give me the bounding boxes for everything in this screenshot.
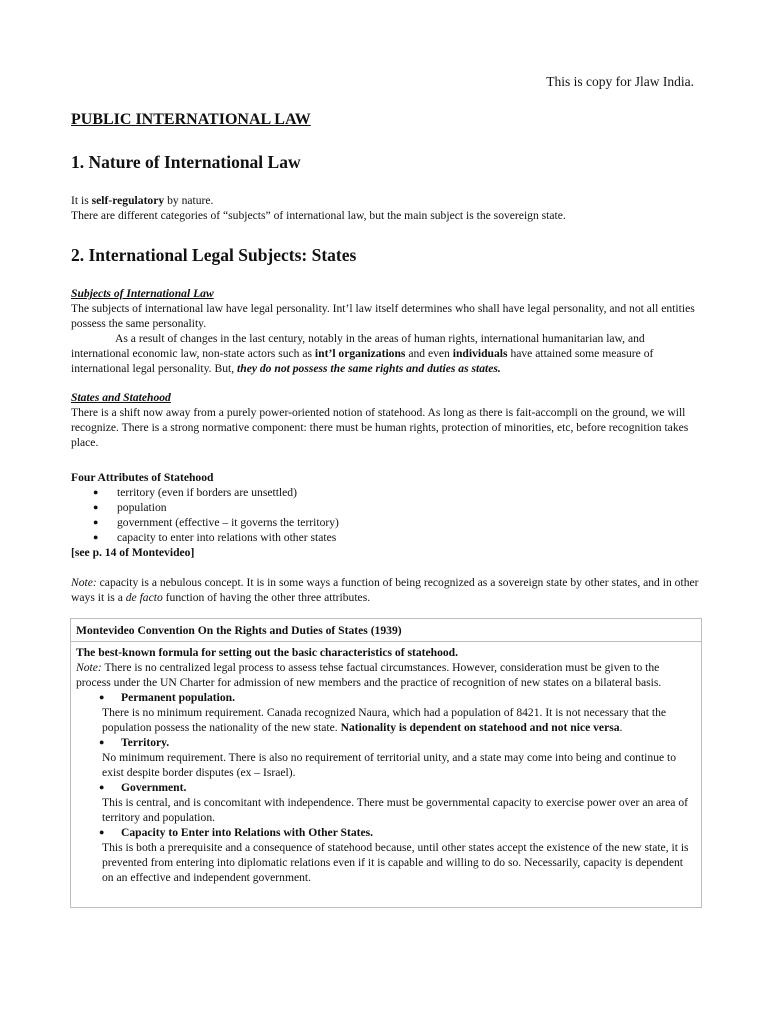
convention-list [76, 735, 696, 750]
subjects-heading: Subjects of International Law [71, 287, 214, 300]
text-span: and even [405, 347, 453, 360]
text-span: by nature. [164, 194, 214, 207]
text-span: There is no centralized legal process to assess tehse factual circumstances. However, consideration must be given to the process under the UN Charter for admission of new members and the practice of recognition of new states on a bilateral basis. [76, 661, 662, 689]
text-span: capacity is a nebulous concept. It is in some ways a function of being recognized as a sovereign state by other states, and in other ways it is a [71, 576, 699, 604]
attributes-list [71, 485, 701, 545]
item-title: Capacity to Enter into Relations with Other States [121, 826, 371, 839]
text-span: It is [71, 194, 92, 207]
subjects-paragraph-1: The subjects of international law have legal personality. Int’l law itself determines who shall have legal personality, and not all entities possess the same personality. [71, 302, 695, 330]
note-label: Note: [71, 576, 97, 589]
item-title: Government [121, 781, 184, 794]
bold-term: int’l organizations [314, 347, 406, 360]
item-title: Territory [121, 736, 167, 749]
item-description: No minimum requirement. There is also no requirement of territorial unity, and a state may come into being and continue to exist despite border disputes (ex – Israel). [102, 751, 677, 779]
convention-list [76, 780, 696, 795]
list-item: ● capacity to enter into relations with other states [93, 530, 701, 545]
list-item: ● population [93, 500, 701, 515]
bold-term: self-regulatory [91, 194, 165, 207]
box-header: Montevideo Convention On the Rights and Duties of States (1939) [71, 619, 701, 642]
statehood-block [71, 390, 701, 450]
text-span: There is no minimum requirement. Canada recognized Naura, which had a population of 8421. It is not necessary that the population possess the nationality of the new state. [102, 706, 667, 734]
text-span: As a result of changes in the last century, notably in the areas of human rights, international humanitarian law, and international economic law, non-state actors such as [71, 332, 645, 360]
formula-line: The best-known formula for setting out the basic characteristics of statehood. [76, 646, 459, 659]
document-title: PUBLIC INTERNATIONAL LAW [71, 111, 311, 128]
item-description: There is no minimum requirement. Canada recognized Naura, which had a population of 8421. It is not necessary that the population possess the nationality of the new state. Nationality is dependent on statehood and not nice versa. [102, 706, 667, 734]
bold-term: Nationality is dependent on statehood and not nice versa [340, 721, 620, 734]
montevideo-convention-box [70, 618, 702, 908]
list-item-title: ● Permanent population. [99, 690, 696, 705]
convention-list [76, 825, 696, 840]
bold-term: individuals [452, 347, 508, 360]
list-item-title: ● Territory. [99, 735, 696, 750]
statehood-heading: States and Statehood [71, 391, 171, 404]
list-item-title: ● Capacity to Enter into Relations with Other States. [99, 825, 696, 840]
item-description: This is central, and is concomitant with independence. There must be governmental capacity to exercise power over an area of territory and population. [102, 796, 689, 824]
section-2-title: 2. International Legal Subjects: States [71, 245, 357, 265]
item-description: This is both a prerequisite and a consequence of statehood because, until other states accept the existence of the new state, it is prevented from entering into diplomatic relations even if it is capable and willing to do so. Necessarily, capacity is dependent on an effective and independent government. [102, 841, 689, 884]
section-1-body [71, 193, 701, 223]
text-span: function of having the other three attributes. [162, 591, 371, 604]
list-item: ● territory (even if borders are unsettled) [93, 485, 701, 500]
note-label: Note: [76, 661, 102, 674]
categories-line: There are different categories of “subjects” of international law, but the main subject is the sovereign state. [71, 209, 566, 222]
section-1-title: 1. Nature of International Law [71, 152, 301, 172]
box-body [71, 642, 701, 885]
self-regulatory-line [71, 193, 701, 208]
text-span: have attained some measure of international legal personality. But, [71, 347, 654, 375]
attributes-heading: Four Attributes of Statehood [71, 471, 214, 484]
list-item-title: ● Government. [99, 780, 696, 795]
see-reference: [see p. 14 of Montevideo] [71, 546, 195, 559]
copy-note: This is copy for Jlaw India. [546, 74, 694, 89]
italic-term: de facto [125, 591, 163, 604]
note-block [71, 575, 701, 605]
subjects-paragraph-2 [71, 331, 701, 376]
capacity-note [71, 575, 701, 605]
attributes-block [71, 470, 701, 560]
emphasis: they do not possess the same rights and duties as states. [237, 362, 501, 375]
list-item: ● government (effective – it governs the territory) [93, 515, 701, 530]
convention-list [76, 690, 696, 705]
subjects-block [71, 286, 701, 376]
statehood-paragraph: There is a shift now away from a purely power-oriented notion of statehood. As long as there is fait-accompli on the ground, we will recognize. There is a strong normative component: there must be human rights, protection of minorities, etc, before recognition takes place. [71, 406, 689, 449]
item-title: Permanent population [121, 691, 233, 704]
box-note [76, 660, 696, 690]
